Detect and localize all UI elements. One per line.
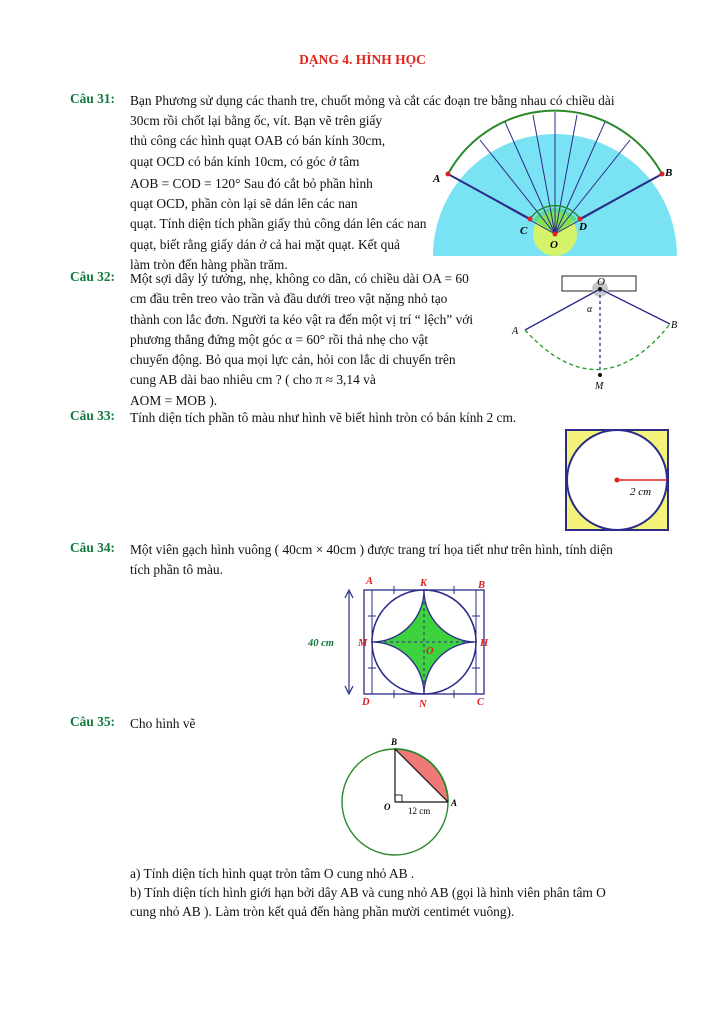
radius-label: 2 cm — [630, 486, 652, 498]
question-32-line: Một sợi dây lý tưởng, nhẹ, không co dãn, có chiều dài OA = 60 — [130, 271, 469, 286]
pendulum-figure — [505, 272, 690, 394]
question-34-line1: Một viên gạch hình vuông ( 40cm × 40cm ) được trang trí họa tiết như trên hình, tính diện — [130, 542, 613, 557]
question-31-line1: Bạn Phương sử dụng các thanh tre, chuốt mỏng và cắt các đoạn tre bằng nhau có chiều dài — [130, 93, 615, 108]
point-c-dot — [528, 217, 533, 222]
question-32-line: thành con lắc đơn. Người ta kéo vật ra đến một vị trí “ lệch” với — [130, 311, 474, 327]
point-o-dot — [553, 232, 558, 237]
label-b: B — [671, 320, 678, 331]
question-34-label: Câu 34: — [70, 540, 116, 555]
question-33-label: Câu 33: — [70, 408, 116, 423]
label-b: B — [478, 580, 486, 591]
label-a: A — [512, 326, 519, 337]
label-o: O — [384, 802, 391, 812]
label-c: C — [520, 225, 528, 237]
label-k: K — [420, 578, 428, 589]
label-m: M — [358, 638, 368, 649]
question-35-part-b-line1: b) Tính diện tích hình giới hạn bởi dây AB và cung nhỏ AB (gọi là hình viên phân tâm O — [130, 885, 606, 900]
question-35-label: Câu 35: — [70, 714, 116, 729]
question-32-body — [130, 269, 494, 411]
question-31-line: thủ công các hình quạt OAB có bán kính 30cm, — [130, 133, 386, 149]
question-32-line: phương thẳng đứng một góc α = 60° rồi thả nhẹ cho vật — [130, 331, 429, 347]
point-m-dot — [598, 373, 602, 377]
question-31-line: quạt. Tính diện tích phần giấy thủ công dán lên các nan — [130, 216, 427, 232]
fan-figure — [425, 108, 680, 260]
question-32-label: Câu 32: — [70, 269, 116, 284]
label-h: H — [480, 638, 489, 649]
question-35-part-b-line2: cung nhỏ AB ). Làm tròn kết quả đến hàng phần mười centimét vuông). — [130, 904, 515, 919]
question-32-line: cung AB dài bao nhiêu cm ? ( cho π ≈ 3,14 và — [130, 372, 376, 388]
side-length-label: 40 cm — [308, 638, 334, 649]
label-a: A — [451, 798, 458, 808]
length-label: 12 cm — [408, 806, 431, 816]
question-31-body — [130, 111, 427, 275]
square-circle-figure — [563, 427, 671, 533]
point-a-dot — [446, 172, 451, 177]
question-31-line: quạt OCD, phần còn lại sẽ dán lên các nan — [130, 196, 358, 212]
question-32-line: chuyển động. Bỏ qua mọi lực cản, hỏi con lắc di chuyển trên — [130, 352, 456, 368]
question-35-intro: Cho hình vẽ — [130, 716, 196, 731]
tile-figure — [302, 574, 498, 710]
question-33-text: Tính diện tích phần tô màu như hình vẽ biết hình tròn có bán kính 2 cm. — [130, 410, 517, 425]
label-d: D — [362, 697, 370, 708]
string-ob — [600, 289, 670, 324]
question-32-line: AOM = MOB ). — [130, 392, 218, 408]
label-b: B — [665, 167, 673, 179]
arc-amb — [525, 324, 670, 370]
question-31-line: quạt OCD có bán kính 10cm, có góc ở tâm — [130, 153, 360, 169]
question-34-line2: tích phần tô màu. — [130, 562, 223, 577]
label-b: B — [391, 737, 398, 747]
label-alpha: α — [587, 304, 593, 315]
label-o: O — [426, 646, 434, 657]
label-o: O — [597, 276, 605, 288]
label-c: C — [477, 697, 485, 708]
point-b-dot — [660, 172, 665, 177]
label-a: A — [433, 173, 441, 185]
question-31-label: Câu 31: — [70, 91, 116, 106]
label-o: O — [550, 239, 558, 251]
question-31-line: AOB = COD = 120° Sau đó cắt bỏ phần hình — [130, 175, 373, 191]
label-d: D — [579, 221, 587, 233]
label-n: N — [419, 699, 427, 710]
section-title: DẠNG 4. HÌNH HỌC — [299, 52, 426, 67]
question-32-line: cm đầu trên treo vào trần và đầu dưới treo vật nặng nhỏ tạo — [130, 291, 448, 307]
question-35-part-a: a) Tính diện tích hình quạt tròn tâm O cung nhỏ AB . — [130, 866, 415, 881]
right-angle-mark — [395, 795, 402, 802]
label-a: A — [366, 576, 374, 587]
question-31-line: quạt, biết rằng giấy dán ở cả hai mặt quạt. Kết quả — [130, 236, 400, 252]
sector-figure — [338, 736, 466, 858]
label-m: M — [595, 381, 604, 392]
question-31-line: 30cm rồi chốt lại bằng ốc, vít. Bạn vẽ trên giấy — [130, 113, 383, 128]
question-31-line: làm tròn đến hàng phần trăm. — [130, 257, 288, 273]
center-dot — [615, 478, 620, 483]
